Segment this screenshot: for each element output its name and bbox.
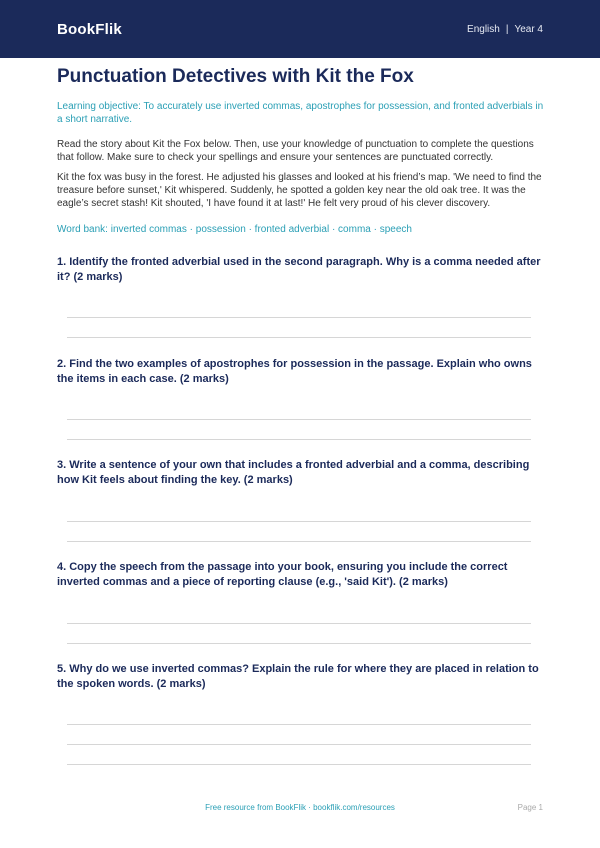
answer-line[interactable]: [67, 744, 531, 745]
question-1: 1. Identify the fronted adverbial used in the second paragraph. Why is a comma needed after it? (2 marks): [57, 256, 541, 283]
intro-paragraph: Read the story about Kit the Fox below. Then, use your knowledge of punctuation to complete the questions that follow. Make sure to check your spellings and ensure your sentences are punctuated correctly.: [57, 139, 534, 163]
question-5: 5. Why do we use inverted commas? Explain the rule for where they are placed in relation to the spoken words. (2 marks): [57, 663, 539, 690]
page-header: [0, 0, 600, 58]
question-3: 3. Write a sentence of your own that includes a fronted adverbial and a comma, describing how Kit feels about finding the key. (2 marks): [57, 459, 530, 486]
question-2: 2. Find the two examples of apostrophes for possession in the passage. Explain who owns the items in each case. (2 marks): [57, 358, 532, 385]
subject-label: English: [467, 23, 500, 35]
word-bank: Word bank: inverted commas · possession · fronted adverbial · comma · speech: [57, 224, 412, 235]
page-number: Page 1: [517, 803, 543, 812]
story-paragraph: Kit the fox was busy in the forest. He adjusted his glasses and looked at his friend’s map. 'We need to find the treasure before sunset,' Kit whispered. Suddenly, he spotted a golden key near the old oak tree. It was the eagle’s secret stash! Kit shouted, 'I have found it at last!' He felt very proud of his clever discovery.: [57, 172, 542, 209]
question-4: 4. Copy the speech from the passage into your book, ensuring you include the correct inverted commas and a piece of reporting clause (e.g., 'said Kit'). (2 marks): [57, 561, 508, 588]
meta-separator: |: [505, 23, 509, 35]
header-meta: [467, 24, 543, 35]
year-label: Year 4: [514, 23, 543, 35]
learning-objective: Learning objective: To accurately use inverted commas, apostrophes for possession, and fronted adverbials in a short narrative.: [57, 101, 544, 125]
page-title: Punctuation Detectives with Kit the Fox: [57, 66, 414, 87]
answer-line[interactable]: [67, 439, 531, 440]
answer-line[interactable]: [67, 764, 531, 765]
answer-line[interactable]: [67, 317, 531, 318]
answer-line[interactable]: [67, 724, 531, 725]
footer-credit: Free resource from BookFlik · bookflik.com/resources: [205, 803, 395, 812]
answer-line[interactable]: [67, 541, 531, 542]
answer-line[interactable]: [67, 643, 531, 644]
answer-line[interactable]: [67, 419, 531, 420]
brand-logo: BookFlik: [57, 20, 122, 38]
answer-line[interactable]: [67, 337, 531, 338]
answer-line[interactable]: [67, 521, 531, 522]
answer-line[interactable]: [67, 623, 531, 624]
